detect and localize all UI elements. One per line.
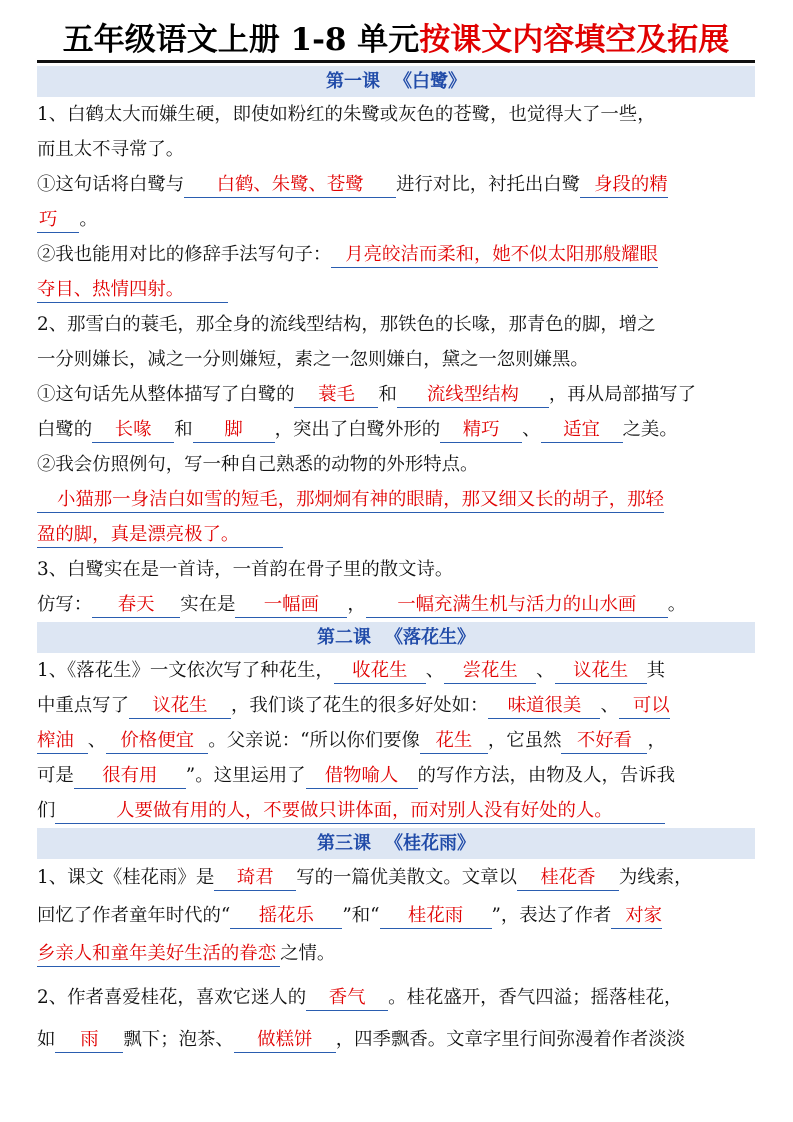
text-line [37,307,755,342]
question-text: 写的一篇优美散文。文章以 [296,867,517,888]
title-underline [37,60,755,63]
lesson-name: 《桂花雨》 [385,833,475,854]
text-line [37,132,755,167]
question-text: 。 [667,594,687,615]
question-text: ②我会仿照例句，写一种自己熟悉的动物的外形特点。 [37,454,479,475]
answer-blank: 身段的精 [580,173,668,198]
answer-blank: 议花生 [129,694,231,719]
question-text: 一分则嫌长，减之一分则嫌短，素之一忽则嫌白，黛之一忽则嫌黑。 [37,349,589,370]
answer-blank: 精巧 [440,418,522,443]
lesson-name: 《白鹭》 [394,71,466,92]
text-line [37,167,755,202]
text-line [37,977,755,1019]
answer-blank: 榨油 [37,729,88,754]
question-text: 中重点写了 [37,695,129,716]
answer-blank: 很有用 [74,764,186,789]
question-text: ，再从局部描写了 [548,384,697,405]
text-line [37,237,755,272]
answer-blank: 琦君 [214,866,296,891]
text-line [37,517,755,552]
answer-blank: 流线型结构 [397,383,549,408]
question-text: ，突出了白鹭外形的 [274,419,441,440]
question-text: 其 [646,660,665,681]
text-line [37,688,755,723]
text-line [37,377,755,412]
answer-blank: 借物喻人 [306,764,418,789]
question-text: 而且太不寻常了。 [37,139,185,160]
answer-blank: 春天 [92,593,180,618]
question-text: 1、课文《桂花雨》是 [37,867,215,888]
answer-blank: 议花生 [555,659,647,684]
answer-blank: 雨 [55,1028,123,1053]
question-text: 白鹭的 [37,419,93,440]
answer-blank: 人要做有用的人，不要做只讲体面，而对别人没有好处的人。 [55,799,665,824]
question-text: 和 [378,384,397,405]
answer-blank: 桂花雨 [380,904,492,929]
answer-blank: 摇花乐 [230,904,342,929]
answer-blank: 巧 [37,208,79,233]
answer-blank: 价格便宜 [106,729,208,754]
answer-blank: 蓑毛 [294,383,378,408]
text-line [37,202,755,237]
question-text: 3、白鹭实在是一首诗，一首韵在骨子里的散文诗。 [37,559,454,580]
question-text: ”，表达了作者 [491,905,612,926]
text-line [37,412,755,447]
question-text: 可是 [37,765,74,786]
question-text: 、 [536,660,555,681]
text-line [37,97,755,132]
question-text: ， [347,594,366,615]
text-line [37,342,755,377]
answer-blank: 一幅充满生机与活力的山水画 [366,593,668,618]
lesson-name: 《落花生》 [385,627,475,648]
question-text: ②我也能用对比的修辞手法写句子： [37,244,332,265]
text-line [37,552,755,587]
question-text: 为线索， [618,867,693,888]
answer-blank: 长喙 [92,418,174,443]
question-text: 的写作方法，由物及人，告诉我 [417,765,676,786]
text-line [37,272,755,307]
question-text: 仿写： [37,594,93,615]
answer-blank: 适宜 [541,418,623,443]
answer-blank: 脚 [193,418,275,443]
question-text: 实在是 [180,594,236,615]
text-line [37,859,755,897]
lesson-header [37,66,755,97]
question-text: ”和“ [342,905,380,926]
lesson-header [37,622,755,653]
lesson-header [37,828,755,859]
question-text: 、 [600,695,619,716]
answer-blank: 尝花生 [444,659,536,684]
question-text: ①这句话将白鹭与 [37,174,185,195]
question-text: 1、白鹤太大而嫌生硬，即使如粉红的朱鹭或灰色的苍鹭，也觉得大了一些， [37,104,656,125]
worksheet-page [37,20,755,1061]
question-text: 2、作者喜爱桂花，喜欢它迷人的 [37,987,307,1008]
question-text: 和 [174,419,193,440]
answer-blank: 可以 [619,694,670,719]
text-line [37,482,755,517]
text-line [37,793,755,828]
text-line [37,447,755,482]
answer-blank: 对家 [611,904,662,929]
page-title [37,20,755,60]
title-red: 按课文内容填空及拓展 [419,22,730,58]
question-text: 们 [37,800,56,821]
answer-blank: 味道很美 [488,694,600,719]
answer-blank: 小猫那一身洁白如雪的短毛，那炯炯有神的眼睛，那又细又长的胡子，那轻 [37,488,664,513]
question-text: 之美。 [622,419,678,440]
answer-blank: 香气 [306,986,388,1011]
question-text: 、 [522,419,541,440]
answer-blank: 盈的脚，真是漂亮极了。 [37,523,283,548]
title-black: 五年级语文上册 1-8 单元 [62,22,420,58]
question-text: ①这句话先从整体描写了白鹭的 [37,384,295,405]
question-text: 、 [87,730,107,751]
question-text: 2、那雪白的蓑毛，那全身的流线型结构，那铁色的长喙，那青色的脚，增之 [37,314,656,335]
question-text: 。父亲说：“所以你们要像 [208,730,420,751]
answer-blank: 收花生 [334,659,426,684]
text-line [37,758,755,793]
question-text: ，我们谈了花生的很多好处如： [230,695,489,716]
question-text: ， [647,730,666,751]
question-text: 。 [79,209,98,230]
question-text: 之情。 [280,943,336,964]
answer-blank: 一幅画 [235,593,347,618]
answer-blank: 做糕饼 [234,1028,336,1053]
answer-blank: 花生 [420,729,488,754]
text-line [37,723,755,758]
text-line [37,897,755,935]
question-text: 回忆了作者童年时代的“ [37,905,231,926]
question-text: ，四季飘香。文章字里行间弥漫着作者淡淡 [335,1029,686,1050]
answer-blank: 不好看 [561,729,647,754]
answer-blank: 桂花香 [517,866,619,891]
question-text: ”。这里运用了 [185,765,306,786]
question-text: 进行对比，衬托出白鹭 [396,174,581,195]
answer-blank: 白鹤、朱鹭、苍鹭 [184,173,396,198]
question-text: 1、《落花生》一文依次写了种花生， [37,660,334,681]
question-text: 如 [37,1029,56,1050]
question-text: 、 [425,660,445,681]
answer-blank: 乡亲人和童年美好生活的眷恋 [37,942,280,967]
question-text: 飘下；泡茶、 [123,1029,234,1050]
answer-blank: 月亮皎洁而柔和，她不似太阳那般耀眼 [331,243,658,268]
lesson-label: 第三课 [317,833,371,854]
text-line [37,653,755,688]
question-text: 。桂花盛开，香气四溢；摇落桂花， [388,987,683,1008]
lesson-label: 第二课 [317,627,371,648]
answer-blank: 夺目、热情四射。 [37,278,228,303]
text-line [37,587,755,622]
text-line [37,935,755,977]
question-text: ，它虽然 [487,730,562,751]
lesson-label: 第一课 [326,71,380,92]
text-line [37,1019,755,1061]
